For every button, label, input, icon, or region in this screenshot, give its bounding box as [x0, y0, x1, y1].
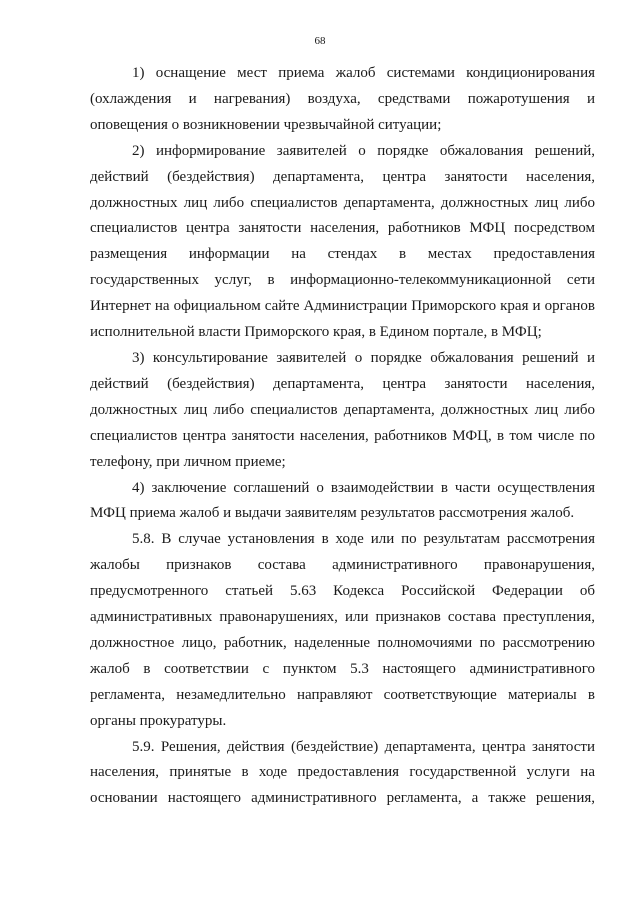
paragraph-item-3: 3) консультирование заявителей о порядке обжалования решений и действий (бездействия) департамента, центра занятости населения, должностных лиц либо специалистов департамента, должностных лиц либо специалистов центра занятости населения, работников МФЦ, в том числе по телефону, при личном приеме; — [90, 349, 595, 470]
paragraph-5-8: 5.8. В случае установления в ходе или по результатам рассмотрения жалобы признаков состава административного правонарушения, предусмотренного статьей 5.63 Кодекса Российской Федерации об административных правонарушениях, или признаков состава преступления, должностное лицо, работник, наделенные полномочиями по рассмотрению жалоб в соответствии с пунктом 5.3 настоящего административного регламента, незамедлительно направляют соответствующие материалы в органы прокуратуры. — [90, 531, 595, 729]
paragraph-item-2: 2) информирование заявителей о порядке обжалования решений, действий (бездействия) департамента, центра занятости населения, должностных лиц либо специалистов департамента, должностных лиц либо специалистов центра занятости населения, работников МФЦ посредством размещения информации на стендах в местах предоставления государственных услуг, в информационно-телекоммуникационной сети Интернет на официальном сайте Администрации Приморского края и органов исполнительной власти Приморского края, в Едином портале, в МФЦ; — [90, 142, 595, 341]
paragraph-item-4: 4) заключение соглашений о взаимодействии в части осуществления МФЦ приема жалоб и выдачи заявителям результатов рассмотрения жалоб. — [90, 479, 595, 522]
paragraph-item-1: 1) оснащение мест приема жалоб системами кондиционирования (охлаждения и нагревания) воздуха, средствами пожаротушения и оповещения о возникновении чрезвычайной ситуации; — [90, 65, 595, 133]
paragraph-5-9: 5.9. Решения, действия (бездействие) департамента, центра занятости населения, принятые в ходе предоставления государственной услуги на основании настоящего административного регламента, а также решения, — [90, 738, 595, 807]
page-number: 68 — [314, 35, 326, 47]
document-body — [90, 61, 595, 812]
